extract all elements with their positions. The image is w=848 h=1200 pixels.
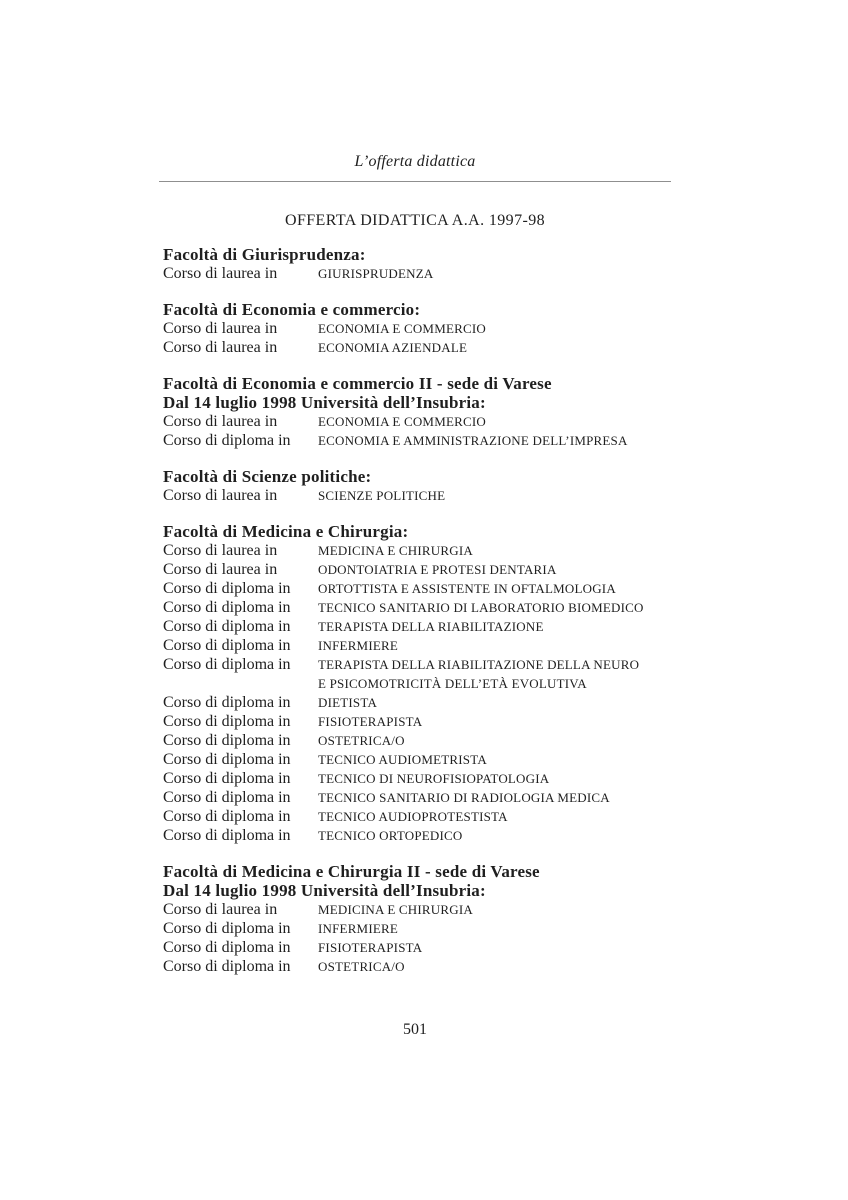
course-row	[163, 693, 671, 712]
course-row	[163, 560, 671, 579]
course-type-label: Corso di diploma in	[163, 637, 291, 654]
course-name: GIURISPRUDENZA	[318, 266, 434, 281]
course-row	[163, 731, 671, 750]
course-row	[163, 655, 671, 674]
course-name: TECNICO DI NEUROFISIOPATOLOGIA	[318, 771, 550, 786]
faculty-section	[163, 300, 671, 357]
course-name: ECONOMIA E AMMINISTRAZIONE DELL’IMPRESA	[318, 433, 628, 448]
course-name: FISIOTERAPISTA	[318, 940, 423, 955]
page-number: 501	[403, 1021, 427, 1038]
course-row-continuation	[163, 674, 671, 693]
header-rule	[159, 181, 671, 182]
course-name: ECONOMIA E COMMERCIO	[318, 414, 486, 429]
course-name: TERAPISTA DELLA RIABILITAZIONE DELLA NEURO	[318, 657, 640, 672]
course-name: OSTETRICA/O	[318, 959, 405, 974]
course-type-label: Corso di diploma in	[163, 599, 291, 616]
faculty-heading-line: Facoltà di Medicina e Chirurgia II - sede di Varese	[163, 862, 540, 881]
course-row	[163, 579, 671, 598]
faculty-heading-line: Facoltà di Scienze politiche:	[163, 467, 372, 486]
course-row	[163, 919, 671, 938]
course-name: DIETISTA	[318, 695, 378, 710]
course-type-label: Corso di diploma in	[163, 920, 291, 937]
faculty-heading-line: Facoltà di Medicina e Chirurgia:	[163, 522, 409, 541]
course-row	[163, 750, 671, 769]
faculty-heading-line: Dal 14 luglio 1998 Università dell’Insubria:	[163, 881, 486, 900]
page-content	[159, 0, 671, 1200]
course-name: TERAPISTA DELLA RIABILITAZIONE	[318, 619, 544, 634]
course-type-label: Corso di diploma in	[163, 770, 291, 787]
faculty-heading-line: Facoltà di Economia e commercio II - sede di Varese	[163, 374, 552, 393]
course-row	[163, 541, 671, 560]
course-type-label: Corso di laurea in	[163, 339, 278, 356]
faculty-section	[163, 522, 671, 845]
course-name: TECNICO AUDIOPROTESTISTA	[318, 809, 508, 824]
course-type-label: Corso di laurea in	[163, 320, 278, 337]
course-type-label: Corso di laurea in	[163, 487, 278, 504]
course-type-label: Corso di diploma in	[163, 618, 291, 635]
course-name: ORTOTTISTA E ASSISTENTE IN OFTALMOLOGIA	[318, 581, 616, 596]
course-name: MEDICINA E CHIRURGIA	[318, 543, 473, 558]
course-name: INFERMIERE	[318, 921, 398, 936]
course-name: OSTETRICA/O	[318, 733, 405, 748]
course-name: TECNICO SANITARIO DI LABORATORIO BIOMEDICO	[318, 600, 644, 615]
course-type-label: Corso di diploma in	[163, 751, 291, 768]
course-row	[163, 598, 671, 617]
course-row	[163, 264, 671, 283]
running-header-title: L’offerta didattica	[354, 153, 476, 170]
course-row	[163, 957, 671, 976]
faculty-section	[163, 467, 671, 505]
course-name: ODONTOIATRIA E PROTESI DENTARIA	[318, 562, 557, 577]
course-row	[163, 412, 671, 431]
course-row	[163, 636, 671, 655]
course-name: MEDICINA E CHIRURGIA	[318, 902, 473, 917]
course-row	[163, 319, 671, 338]
course-name: SCIENZE POLITICHE	[318, 488, 446, 503]
course-type-label: Corso di laurea in	[163, 901, 278, 918]
course-name: ECONOMIA AZIENDALE	[318, 340, 468, 355]
course-type-label: Corso di diploma in	[163, 656, 291, 673]
course-row	[163, 788, 671, 807]
course-type-label: Corso di diploma in	[163, 939, 291, 956]
course-name: FISIOTERAPISTA	[318, 714, 423, 729]
faculty-section	[163, 245, 671, 283]
course-type-label: Corso di diploma in	[163, 732, 291, 749]
faculty-section	[163, 374, 671, 450]
course-name: ECONOMIA E COMMERCIO	[318, 321, 486, 336]
course-row	[163, 769, 671, 788]
faculty-heading-line: Dal 14 luglio 1998 Università dell’Insubria:	[163, 393, 486, 412]
course-type-label: Corso di diploma in	[163, 580, 291, 597]
course-name: TECNICO ORTOPEDICO	[318, 828, 463, 843]
course-type-label: Corso di laurea in	[163, 413, 278, 430]
course-type-label: Corso di diploma in	[163, 789, 291, 806]
course-name: TECNICO AUDIOMETRISTA	[318, 752, 487, 767]
course-row	[163, 431, 671, 450]
course-name-continuation: E PSICOMOTRICITÀ DELL’ETÀ EVOLUTIVA	[318, 676, 587, 691]
course-row	[163, 938, 671, 957]
course-type-label: Corso di diploma in	[163, 713, 291, 730]
course-row	[163, 826, 671, 845]
course-type-label: Corso di laurea in	[163, 561, 278, 578]
course-row	[163, 900, 671, 919]
course-type-label: Corso di diploma in	[163, 808, 291, 825]
course-row	[163, 617, 671, 636]
course-row	[163, 486, 671, 505]
faculty-section	[163, 862, 671, 976]
course-type-label: Corso di laurea in	[163, 265, 278, 282]
course-name: INFERMIERE	[318, 638, 398, 653]
faculty-heading-line: Facoltà di Economia e commercio:	[163, 300, 421, 319]
course-row	[163, 338, 671, 357]
course-type-label: Corso di diploma in	[163, 827, 291, 844]
course-type-label: Corso di diploma in	[163, 694, 291, 711]
course-name: TECNICO SANITARIO DI RADIOLOGIA MEDICA	[318, 790, 610, 805]
course-type-label: Corso di diploma in	[163, 432, 291, 449]
course-type-label: Corso di laurea in	[163, 542, 278, 559]
faculty-heading-line: Facoltà di Giurisprudenza:	[163, 245, 366, 264]
faculty-sections	[163, 245, 671, 976]
course-type-label: Corso di diploma in	[163, 958, 291, 975]
course-row	[163, 712, 671, 731]
course-row	[163, 807, 671, 826]
page-title: OFFERTA DIDATTICA A.A. 1997-98	[285, 212, 545, 229]
